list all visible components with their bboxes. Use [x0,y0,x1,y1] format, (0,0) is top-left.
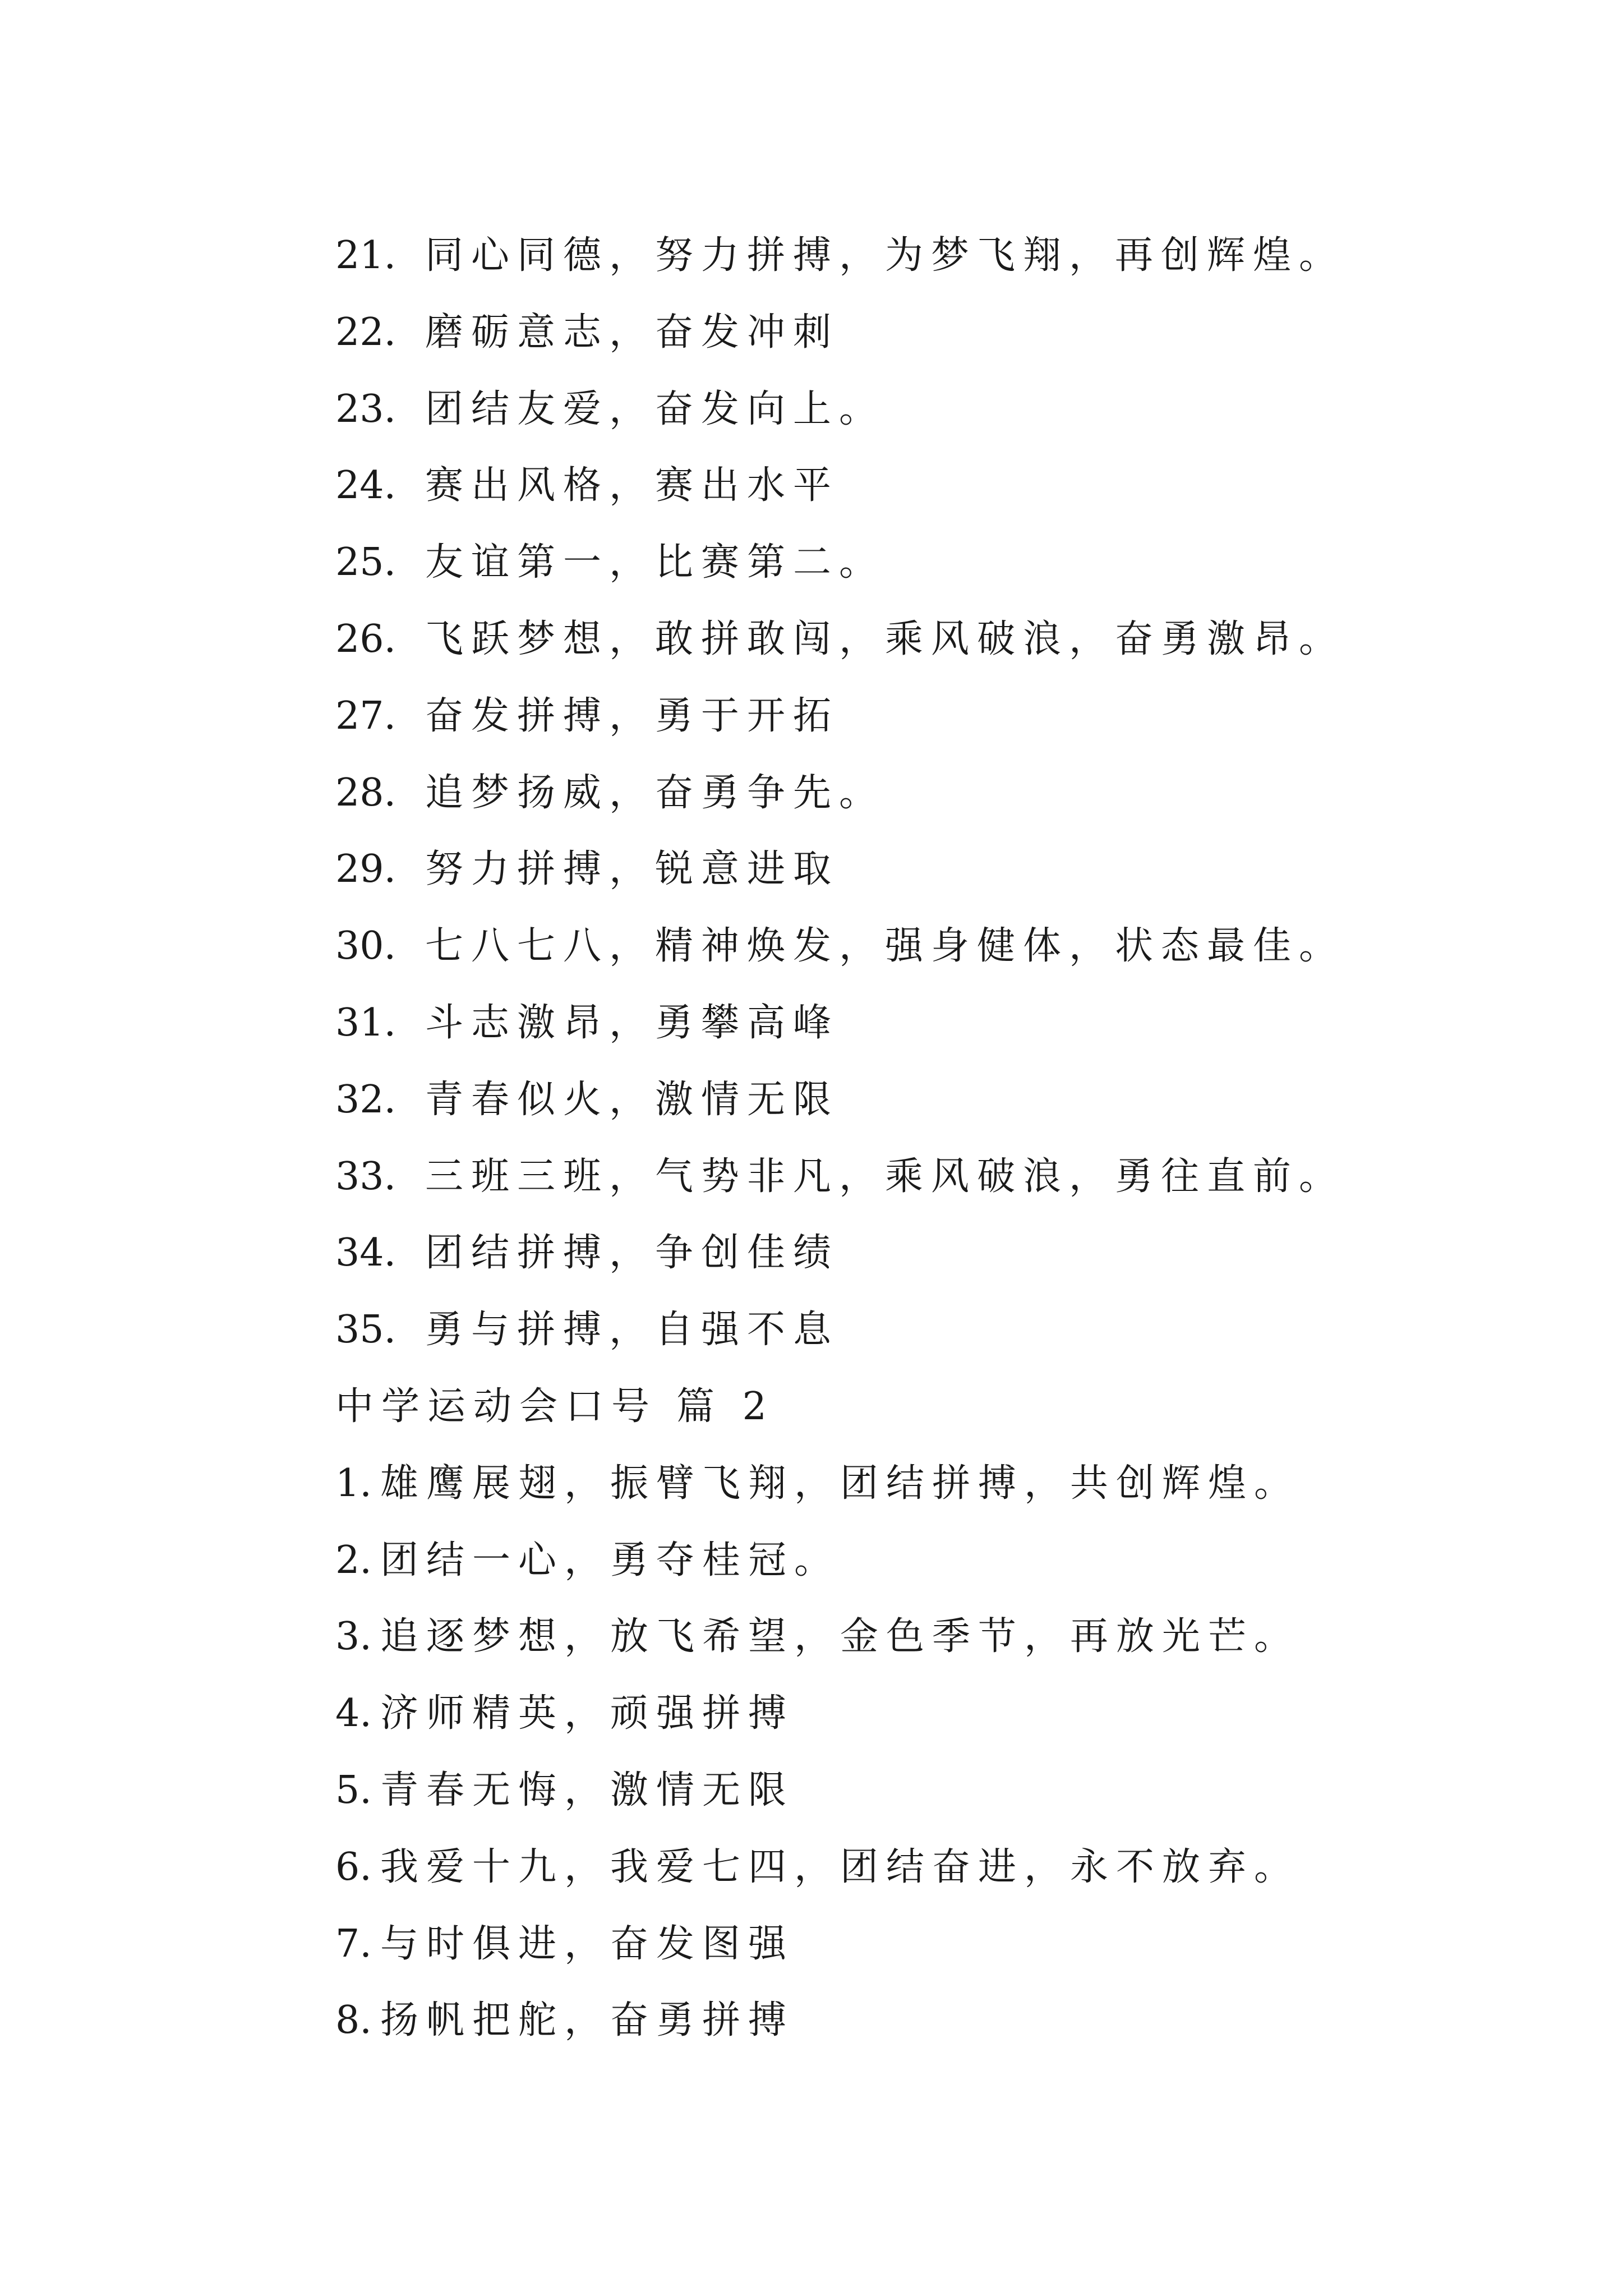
slogan-item-30 [335,908,1485,985]
item-number: 2. [335,1538,372,1582]
item-text: 追逐梦想，放飞希望，金色季节，再放光芒。 [380,1614,1301,1659]
item-number: 31. [335,1000,396,1045]
slogan-item-28 [335,755,1485,832]
item-text: 雄鹰展翅，振臂飞翔，团结拼搏，共创辉煌。 [380,1461,1301,1506]
item-text: 团结一心，勇夺桂冠。 [380,1538,841,1582]
item-text: 青春似火，激情无限 [425,1077,840,1122]
item-number: 23. [335,386,396,431]
item-number: 22. [335,310,396,355]
item-number: 3. [335,1614,372,1659]
item-text: 追梦扬威，奋勇争先。 [425,770,886,815]
item-number: 25. [335,540,396,585]
slogan-item-1 [335,1446,1485,1522]
item-text: 赛出风格，赛出水平 [425,463,840,508]
item-text: 磨砺意志，奋发冲刺 [425,310,840,355]
item-text: 七八七八，精神焕发，强身健体，状态最佳。 [425,924,1345,969]
item-number: 21. [335,233,396,278]
slogan-item-35 [335,1292,1485,1369]
item-text: 友谊第一，比赛第二。 [425,540,886,585]
heading-title: 中学运动会口号 [335,1384,658,1429]
item-text: 努力拼搏，锐意进取 [425,847,840,892]
slogan-item-23 [335,371,1485,448]
section-heading [335,1369,1485,1446]
item-text: 同心同德，努力拼搏，为梦飞翔，再创辉煌。 [425,233,1345,278]
item-number: 29. [335,847,396,892]
slogan-item-26 [335,601,1485,678]
item-number: 34. [335,1231,396,1276]
slogan-item-3 [335,1599,1485,1676]
item-number: 1. [335,1461,372,1506]
item-number: 6. [335,1844,372,1889]
item-text: 与时俱进，奋发图强 [380,1921,795,1966]
slogan-item-4 [335,1676,1485,1752]
item-number: 30. [335,924,396,969]
slogan-item-21 [335,218,1485,295]
slogan-item-25 [335,524,1485,601]
slogan-item-33 [335,1139,1485,1216]
slogan-item-6 [335,1829,1485,1906]
item-text: 团结拼搏，争创佳绩 [425,1231,840,1276]
heading-part: 篇 2 [676,1384,774,1429]
item-text: 奋发拼搏，勇于开拓 [425,693,840,738]
item-number: 4. [335,1691,372,1736]
item-number: 8. [335,1998,372,2043]
item-number: 32. [335,1077,396,1122]
document-body [335,218,1485,2059]
item-text: 我爱十九，我爱七四，团结奋进，永不放弃。 [380,1844,1301,1889]
slogan-item-27 [335,678,1485,755]
item-text: 济师精英，顽强拼搏 [380,1691,795,1736]
item-number: 24. [335,463,396,508]
item-text: 青春无悔，激情无限 [380,1768,795,1812]
item-number: 5. [335,1768,372,1812]
item-number: 7. [335,1921,372,1966]
item-number: 26. [335,616,396,661]
slogan-item-32 [335,1062,1485,1139]
slogan-item-5 [335,1752,1485,1829]
item-text: 飞跃梦想，敢拼敢闯，乘风破浪，奋勇激昂。 [425,616,1345,661]
item-text: 三班三班，气势非凡，乘风破浪，勇往直前。 [425,1154,1345,1199]
slogan-item-29 [335,831,1485,908]
item-number: 35. [335,1308,396,1352]
slogan-item-24 [335,448,1485,524]
slogan-item-7 [335,1906,1485,1983]
slogan-item-22 [335,295,1485,371]
item-number: 28. [335,770,396,815]
slogan-item-2 [335,1522,1485,1599]
slogan-item-34 [335,1215,1485,1292]
item-text: 团结友爱，奋发向上。 [425,386,886,431]
item-text: 勇与拼搏，自强不息 [425,1308,840,1352]
item-text: 斗志激昂，勇攀高峰 [425,1000,840,1045]
slogan-item-8 [335,1982,1485,2059]
item-text: 扬帆把舵，奋勇拼搏 [380,1998,795,2043]
slogan-item-31 [335,985,1485,1062]
item-number: 27. [335,693,396,738]
item-number: 33. [335,1154,396,1199]
